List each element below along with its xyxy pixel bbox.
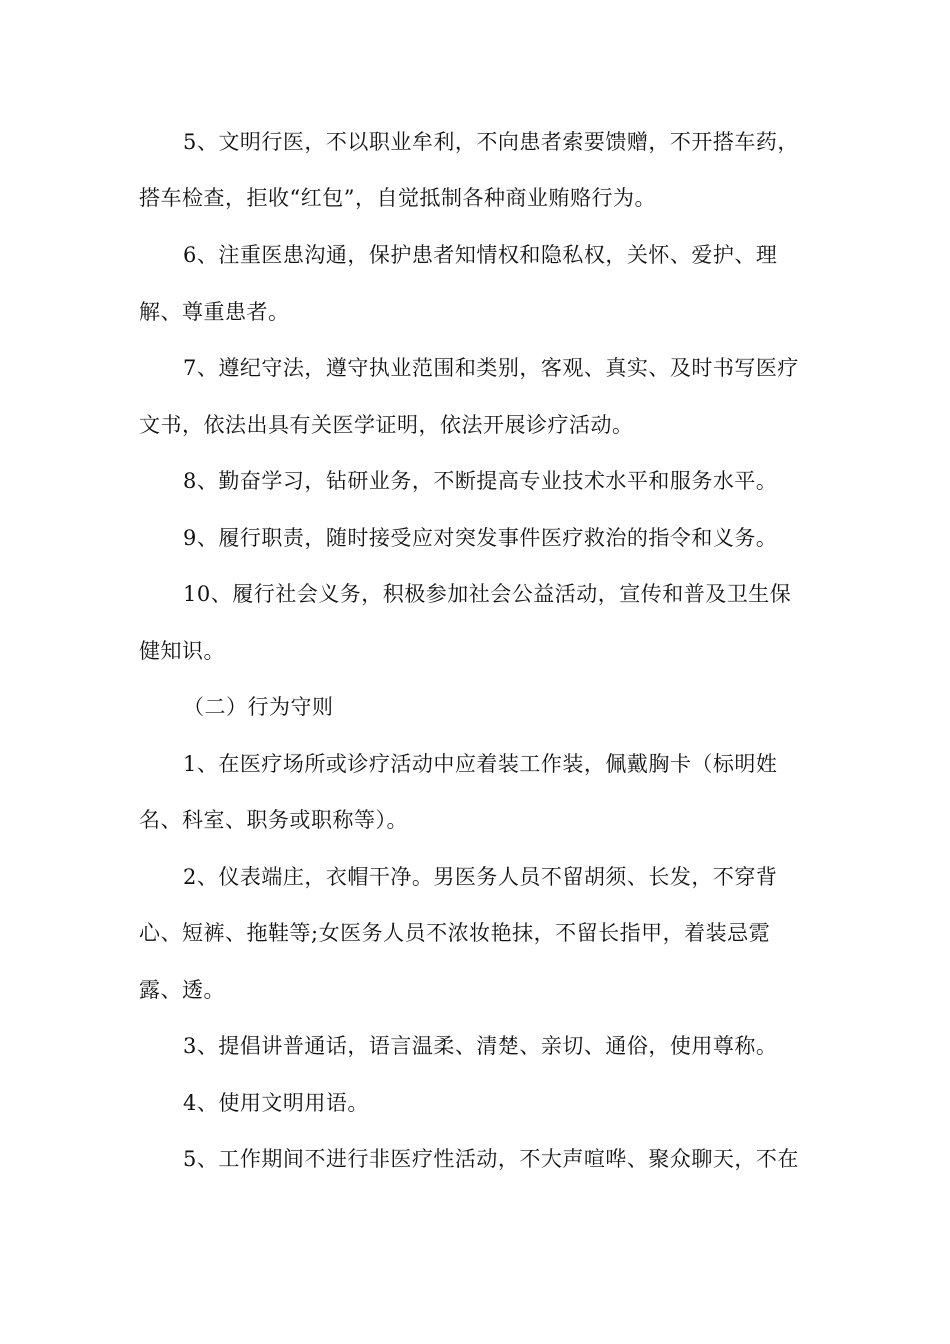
text-line-article-5-start: 5、文明行医，不以职业牟利，不向患者索要馈赠，不开搭车药，	[183, 130, 799, 154]
text-line-rule-2-end: 露、透。	[139, 978, 225, 1002]
text-line-article-10-start: 10、履行社会义务，积极参加社会公益活动，宣传和普及卫生保	[183, 582, 792, 606]
text-line-article-10-end: 健知识。	[139, 639, 225, 663]
text-line-article-8: 8、勤奋学习，钻研业务，不断提高专业技术水平和服务水平。	[183, 469, 778, 493]
text-line-article-7-start: 7、遵纪守法，遵守执业范围和类别，客观、真实、及时书写医疗	[183, 356, 799, 380]
text-line-article-6-end: 解、尊重患者。	[139, 300, 290, 324]
text-line-rule-2-start: 2、仪表端庄，衣帽干净。男医务人员不留胡须、长发，不穿背	[183, 865, 778, 889]
text-line-rule-2-middle: 心、短裤、拖鞋等;女医务人员不浓妆艳抹，不留长指甲，着装忌霓	[139, 921, 771, 945]
section-heading-conduct-rules: （二）行为守则	[183, 695, 334, 719]
text-line-rule-1-end: 名、科室、职务或职称等）。	[139, 808, 408, 832]
text-line-article-6-start: 6、注重医患沟通，保护患者知情权和隐私权，关怀、爱护、理	[183, 243, 778, 267]
text-line-rule-1-start: 1、在医疗场所或诊疗活动中应着装工作装，佩戴胸卡（标明姓	[183, 752, 778, 776]
text-line-rule-5-start: 5、工作期间不进行非医疗性活动，不大声喧哗、聚众聊天，不在	[183, 1147, 799, 1171]
text-line-article-5-end: 搭车检查，拒收“红包”，自觉抵制各种商业贿赂行为。	[139, 186, 656, 210]
text-line-rule-4: 4、使用文明用语。	[183, 1091, 369, 1115]
text-line-article-7-end: 文书，依法出具有关医学证明，依法开展诊疗活动。	[139, 413, 634, 437]
text-line-rule-3: 3、提倡讲普通话，语言温柔、清楚、亲切、通俗，使用尊称。	[183, 1034, 778, 1058]
text-line-article-9: 9、履行职责，随时接受应对突发事件医疗救治的指令和义务。	[183, 526, 778, 550]
